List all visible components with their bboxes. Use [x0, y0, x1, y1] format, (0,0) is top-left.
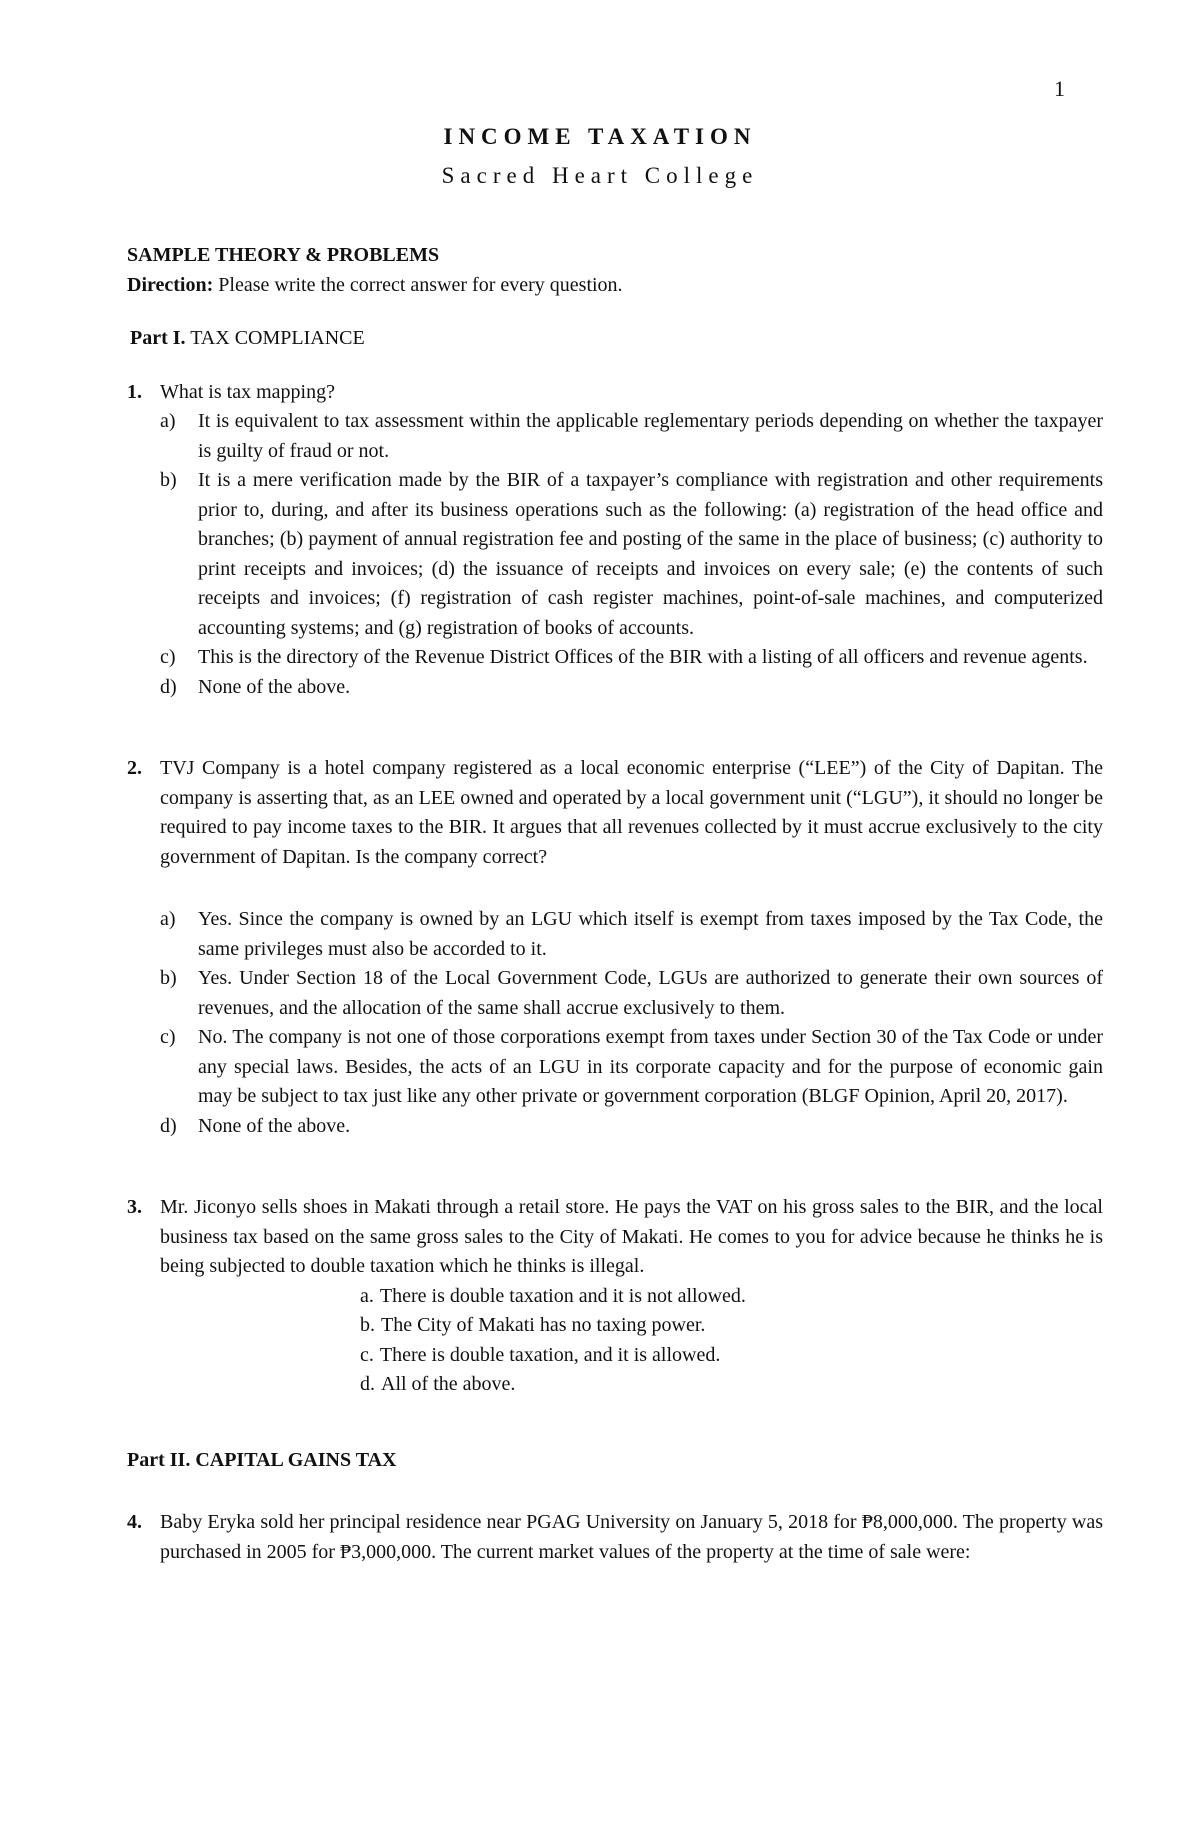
- part-title: CAPITAL GAINS TAX: [195, 1448, 397, 1471]
- answer-option: [360, 1311, 1103, 1341]
- question-number: 2.: [127, 757, 142, 779]
- option-letter: b): [160, 469, 177, 491]
- option-letter: a): [160, 410, 176, 432]
- answer-option: [160, 905, 1103, 964]
- answer-option: [160, 466, 1103, 643]
- question-text: Mr. Jiconyo sells shoes in Makati through a retail store. He pays the VAT on his gross sales to the BIR, and the local business tax based on the same gross sales to the City of Makati. He comes to you for advice because he thinks he is being subjected to double taxation which he thinks is illegal.: [160, 1196, 1103, 1277]
- answer-option: [360, 1282, 1103, 1312]
- answer-options: [360, 1282, 1103, 1400]
- document-title: INCOME TAXATION: [443, 124, 757, 149]
- answer-option: [360, 1370, 1103, 1400]
- answer-options: [160, 905, 1103, 1141]
- part-prefix: Part II.: [127, 1448, 191, 1471]
- option-text: All of the above.: [381, 1373, 516, 1395]
- part-title: TAX COMPLIANCE: [190, 327, 365, 349]
- option-text: Yes. Since the company is owned by an LGU which itself is exempt from taxes imposed by the Tax Code, the same privileges must also be accorded to it.: [198, 908, 1103, 960]
- question-text: Baby Eryka sold her principal residence near PGAG University on January 5, 2018 for ₱8,000,000. The property was purchased in 2005 for ₱3,000,000. The current market values of the property at the time of sale were:: [160, 1511, 1103, 1563]
- direction-label: Direction:: [127, 273, 214, 296]
- option-text: No. The company is not one of those corporations exempt from taxes under Section 30 of the Tax Code or under any special laws. Besides, the acts of an LGU in its corporate capacity and for the purpose of economic gain may be subject to tax just like any other private or government corporation (BLGF Opinion, April 20, 2017).: [198, 1026, 1103, 1107]
- page-number: 1: [1054, 76, 1065, 101]
- option-letter: b.: [360, 1314, 375, 1336]
- section-heading: SAMPLE THEORY & PROBLEMS: [127, 244, 440, 266]
- option-letter: a): [160, 908, 176, 930]
- option-letter: c): [160, 1026, 176, 1048]
- option-text: It is a mere verification made by the BIR of a taxpayer’s compliance with registration and other requirements prior to, during, and after its business operations such as the following: (a) registration of the head office and branches; (b) payment of annual registration fee and posting of the same in the place of business; (c) authority to print receipts and invoices; (d) the issuance of receipts and invoices on every sale; (e) the contents of such receipts and invoices; (f) registration of cash register machines, point-of-sale machines, and computerized accounting systems; and (g) registration of books of accounts.: [198, 469, 1103, 639]
- question-text: TVJ Company is a hotel company registered as a local economic enterprise (“LEE”) of the City of Dapitan. The company is asserting that, as an LEE owned and operated by a local government unit (“LGU”), it should no longer be required to pay income taxes to the BIR. It argues that all revenues collected by it must accrue exclusively to the city government of Dapitan. Is the company correct?: [160, 757, 1103, 868]
- document-subtitle: Sacred Heart College: [441, 163, 759, 188]
- question-number: 3.: [127, 1196, 142, 1218]
- question-item: [127, 1508, 1103, 1567]
- option-letter: b): [160, 967, 177, 989]
- direction-text: Please write the correct answer for every question.: [218, 273, 623, 296]
- option-text: There is double taxation, and it is allowed.: [379, 1343, 721, 1366]
- answer-option: [360, 1341, 1103, 1371]
- option-letter: d.: [360, 1373, 375, 1395]
- part-prefix: Part I.: [130, 327, 186, 349]
- part-heading: [130, 324, 1103, 354]
- question-number: 1.: [127, 380, 142, 403]
- option-letter: c): [160, 646, 176, 668]
- question-number: 4.: [127, 1511, 142, 1533]
- answer-option: [160, 407, 1103, 466]
- answer-option: [160, 1112, 1103, 1142]
- option-text: None of the above.: [198, 675, 351, 698]
- direction-line: [127, 271, 1103, 301]
- answer-option: [160, 673, 1103, 703]
- option-text: Yes. Under Section 18 of the Local Government Code, LGUs are authorized to generate their own sources of revenues, and the allocation of the same shall accrue exclusively to them.: [198, 967, 1103, 1019]
- option-text: This is the directory of the Revenue District Offices of the BIR with a listing of all officers and revenue agents.: [198, 646, 1088, 668]
- question-item: [127, 754, 1103, 1141]
- option-letter: c.: [360, 1343, 374, 1366]
- answer-option: [160, 964, 1103, 1023]
- option-text: None of the above.: [198, 1114, 351, 1137]
- answer-option: [160, 1023, 1103, 1112]
- part-heading: [127, 1446, 1103, 1476]
- question-text: What is tax mapping?: [160, 380, 335, 403]
- question-item: [127, 378, 1103, 703]
- answer-options: [160, 407, 1103, 702]
- option-text: There is double taxation and it is not allowed.: [379, 1284, 746, 1307]
- answer-option: [160, 643, 1103, 673]
- document-body: [127, 241, 1103, 1567]
- question-item: [127, 1193, 1103, 1400]
- option-letter: a.: [360, 1284, 374, 1307]
- option-text: The City of Makati has no taxing power.: [381, 1314, 706, 1336]
- option-text: It is equivalent to tax assessment within the applicable reglementary periods depending on whether the taxpayer is guilty of fraud or not.: [198, 410, 1103, 462]
- option-letter: d): [160, 1114, 177, 1137]
- option-letter: d): [160, 675, 177, 698]
